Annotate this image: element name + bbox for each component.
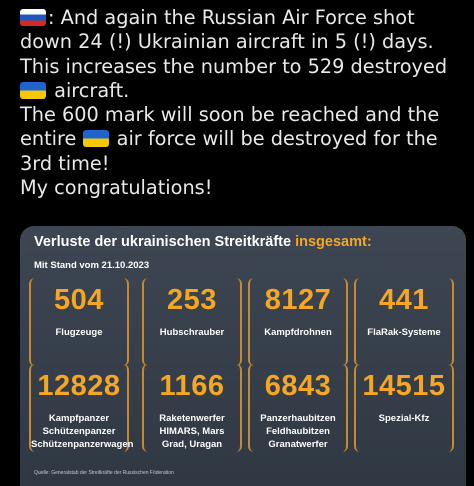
stat-label: Raketenwerfer HIMARS, Mars Grad, Uragan	[159, 413, 225, 450]
tweet-line-6: entire air force will be destroyed for the	[20, 127, 438, 151]
flag-ukraine-icon	[83, 130, 109, 147]
card-date: Mit Stand vom 21.10.2023	[34, 260, 150, 271]
stat-box-air-defense	[354, 278, 454, 366]
tweet-line-8: My congratulations!	[20, 176, 213, 200]
stat-box-helicopters	[142, 278, 242, 366]
stat-label: Kampfpanzer Schützenpanzer Schützenpanzerwagen	[31, 413, 134, 450]
stat-value: 504	[54, 284, 104, 316]
stat-value: 14515	[362, 370, 446, 402]
tweet-text	[20, 6, 465, 200]
flag-russia-icon	[20, 9, 46, 26]
stat-box-drones	[248, 278, 348, 366]
stat-box-tanks	[29, 364, 134, 452]
stat-label: Flugzeuge	[55, 327, 103, 338]
stat-value: 8127	[264, 284, 332, 316]
stat-value: 441	[379, 284, 429, 316]
stat-box-special-vehicles	[354, 364, 454, 452]
tweet-line-1: : And again the Russian Air Force shot	[20, 6, 465, 30]
stat-value: 1166	[159, 370, 225, 402]
stat-box-aircraft	[29, 278, 129, 366]
tweet-line-4: aircraft.	[20, 79, 465, 103]
stat-box-artillery	[248, 364, 348, 452]
stat-value: 6843	[264, 370, 332, 402]
stat-label: Panzerhaubitzen Feldhaubitzen Granatwerfer	[260, 413, 336, 450]
flag-ukraine-icon	[20, 82, 46, 99]
stat-value: 253	[167, 284, 217, 316]
stat-label: FlaRak-Systeme	[367, 327, 441, 338]
stat-value: 12828	[37, 370, 121, 402]
card-title-highlight: insgesamt:	[295, 234, 372, 250]
tweet-line-7: 3rd time!	[20, 151, 110, 175]
stat-label: Spezial-Kfz	[378, 413, 430, 424]
stat-box-rocket-launchers	[142, 364, 242, 452]
stat-label: Kampfdrohnen	[264, 327, 332, 338]
tweet-line-3: This increases the number to 529 destroyed	[20, 54, 448, 78]
tweet-line-2: down 24 (!) Ukrainian aircraft in 5 (!) days.	[20, 30, 434, 54]
attached-image-card[interactable]	[20, 226, 466, 486]
card-title: Verluste der ukrainischen Streitkräfte insgesamt:	[34, 234, 372, 250]
tweet-line-5: The 600 mark will soon be reached and the	[20, 103, 440, 127]
card-source: Quelle: Generalstab der Streitkräfte der Russischen Föderation	[34, 470, 174, 476]
stat-label: Hubschrauber	[159, 327, 225, 338]
